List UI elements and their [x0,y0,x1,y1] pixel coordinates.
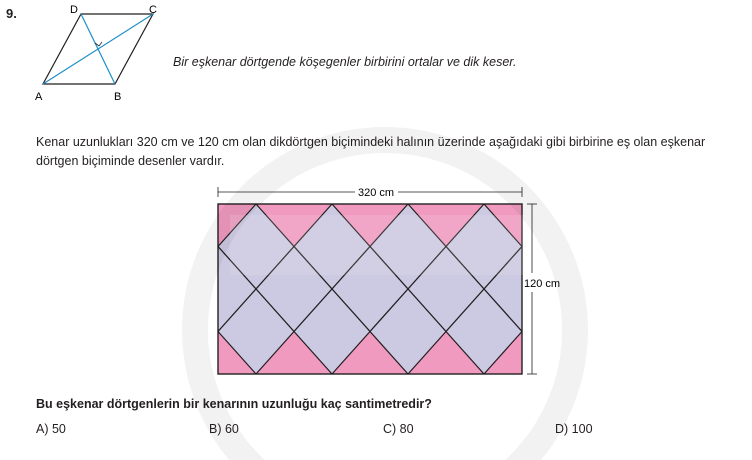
option-b[interactable]: B) 60 [209,422,239,436]
question-prompt: Bu eşkenar dörtgenlerin bir kenarının uzunluğu kaç santimetredir? [36,397,432,411]
rhombus-diagram [28,2,168,102]
carpet-pattern [200,204,560,374]
rhombus-property-text: Bir eşkenar dörtgende köşegenler birbirini ortalar ve dik keser. [173,55,517,69]
height-label: 120 cm [524,278,561,290]
option-c[interactable]: C) 80 [383,422,414,436]
width-label: 320 cm [358,187,395,199]
vertex-label-a: A [35,91,43,102]
option-a[interactable]: A) 50 [36,422,66,436]
vertex-label-b: B [114,91,122,102]
carpet-diagram [200,180,580,380]
diagonal-bd [81,14,115,84]
vertex-label-c: C [149,4,157,16]
problem-statement: Kenar uzunlukları 320 cm ve 120 cm olan dikdörtgen biçimindeki halının üzerinde aşağıdaki gibi birbirine eş olan eşkenar dörtgen biçiminde desenler vardır. [36,135,706,168]
vertex-label-d: D [70,4,78,16]
question-number: 9. [6,6,17,21]
option-d[interactable]: D) 100 [555,422,593,436]
